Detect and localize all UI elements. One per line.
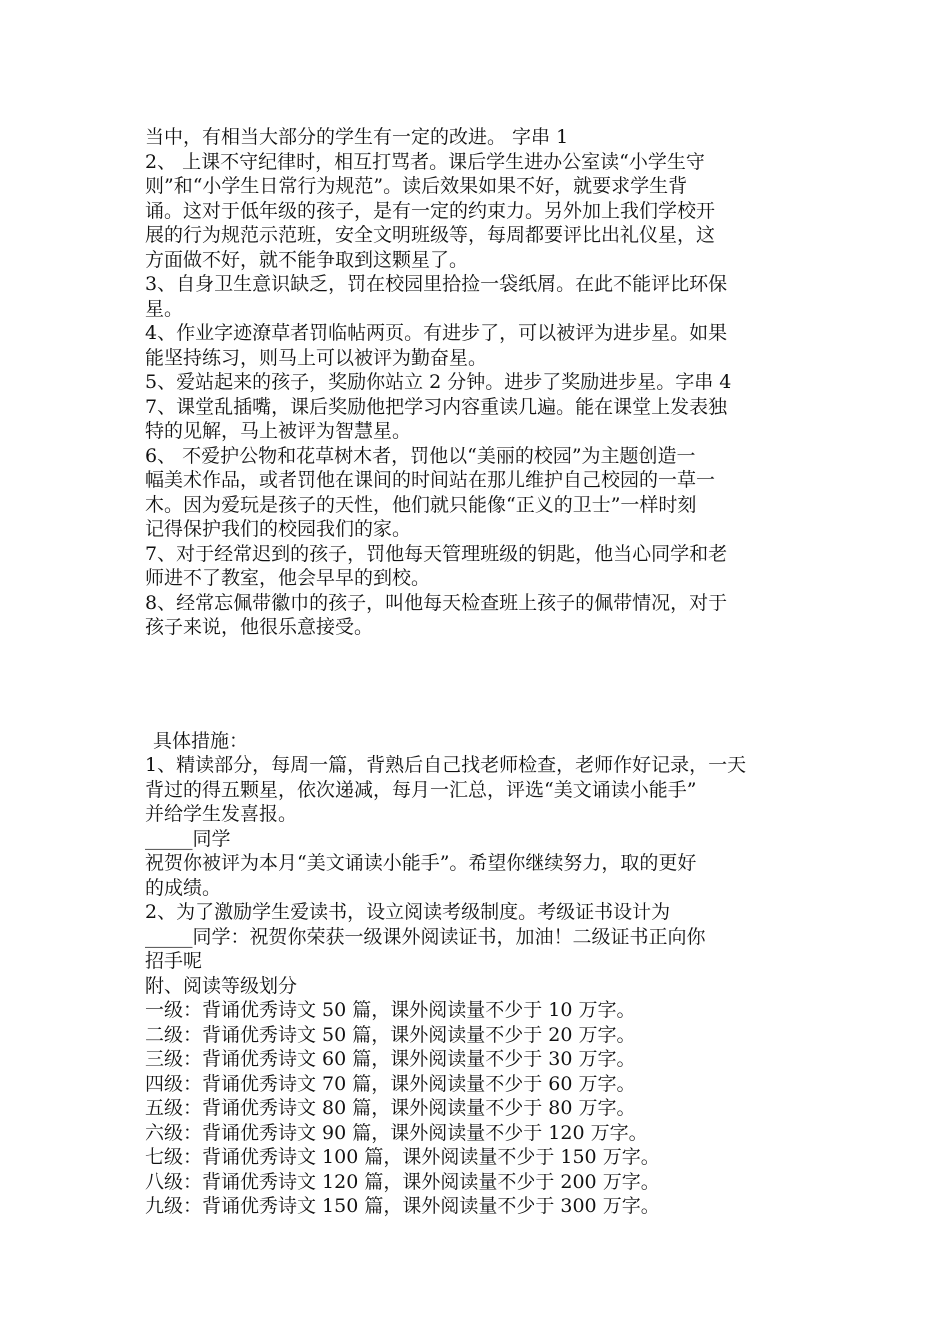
level-line: 二级：背诵优秀诗文 50 篇，课外阅读量不少于 20 万字。	[145, 1023, 636, 1046]
text-line: 2、 上课不守纪律时，相互打骂者。课后学生进办公室读“小学生守	[145, 150, 705, 173]
text-line: 特的见解，马上被评为智慧星。	[145, 420, 412, 442]
text-line: 附、阅读等级划分	[145, 974, 298, 997]
section-spacer	[145, 640, 810, 729]
text-line: 则”和“小学生日常行为规范”。读后效果如果不好，就要求学生背	[145, 175, 688, 197]
text-line: 诵。这对于低年级的孩子，是有一定的约束力。另外加上我们学校开	[145, 199, 716, 222]
rules-section	[145, 125, 810, 640]
text-line: 6、 不爱护公物和花草树木者，罚他以“美丽的校园”为主题创造一	[145, 444, 696, 467]
text-line: 7、对于经常迟到的孩子，罚他每天管理班级的钥匙，他当心同学和老	[145, 542, 728, 565]
level-line: 四级：背诵优秀诗文 70 篇，课外阅读量不少于 60 万字。	[145, 1072, 636, 1095]
text-line: 幅美术作品，或者罚他在课间的时间站在那儿维护自己校园的一草一	[145, 469, 716, 491]
level-line: 八级：背诵优秀诗文 120 篇，课外阅读量不少于 200 万字。	[145, 1170, 660, 1193]
text-line: 1、精读部分，每周一篇，背熟后自己找老师检查，老师作好记录，一天	[145, 754, 747, 776]
measures-section	[145, 729, 810, 1219]
level-line: 三级：背诵优秀诗文 60 篇，课外阅读量不少于 30 万字。	[145, 1048, 636, 1070]
level-line: 七级：背诵优秀诗文 100 篇，课外阅读量不少于 150 万字。	[145, 1146, 660, 1168]
text-line: 孩子来说，他很乐意接受。	[145, 616, 374, 638]
text-line: 8、经常忘佩带徽巾的孩子，叫他每天检查班上孩子的佩带情况，对于	[145, 591, 728, 614]
text-line: 师进不了教室，他会早早的到校。	[145, 567, 431, 589]
text-line: 背过的得五颗星，依次递减，每月一汇总，评选“美文诵读小能手”	[145, 778, 697, 801]
document-page	[145, 125, 810, 1219]
text-line: _____同学	[145, 827, 231, 850]
text-line: 星。	[145, 297, 184, 320]
text-line: 4、作业字迹潦草者罚临帖两页。有进步了，可以被评为进步星。如果	[145, 322, 728, 344]
text-line: 7、课堂乱插嘴，课后奖励他把学习内容重读几遍。能在课堂上发表独	[145, 395, 728, 418]
text-line: 方面做不好，就不能争取到这颗星了。	[145, 248, 469, 271]
text-line: 木。因为爱玩是孩子的天性，他们就只能像“正义的卫士”一样时刻	[145, 493, 697, 516]
section-heading: 具体措施：	[153, 729, 249, 752]
text-line: 2、为了激励学生爱读书，设立阅读考级制度。考级证书设计为	[145, 901, 671, 923]
text-line: 5、爱站起来的孩子，奖励你站立 2 分钟。进步了奖励进步星。字串 4	[145, 371, 732, 393]
text-line: 当中，有相当大部分的学生有一定的改进。 字串 1	[145, 126, 569, 148]
text-line: 祝贺你被评为本月“美文诵读小能手”。希望你继续努力，取的更好	[145, 852, 697, 874]
text-line: 3、自身卫生意识缺乏，罚在校园里拾捡一袋纸屑。在此不能评比环保	[145, 273, 728, 295]
text-line: 的成绩。	[145, 876, 222, 899]
text-line: 并给学生发喜报。	[145, 803, 298, 825]
text-line: 招手呢	[145, 950, 203, 972]
level-line: 六级：背诵优秀诗文 90 篇，课外阅读量不少于 120 万字。	[145, 1121, 648, 1144]
text-line: 能坚持练习，则马上可以被评为勤奋星。	[145, 346, 488, 369]
level-line: 九级：背诵优秀诗文 150 篇，课外阅读量不少于 300 万字。	[145, 1195, 660, 1217]
text-line: _____同学：祝贺你荣获一级课外阅读证书，加油！二级证书正向你	[145, 925, 706, 948]
level-line: 五级：背诵优秀诗文 80 篇，课外阅读量不少于 80 万字。	[145, 1097, 636, 1119]
text-line: 记得保护我们的校园我们的家。	[145, 518, 412, 540]
text-line: 展的行为规范示范班，安全文明班级等，每周都要评比出礼仪星，这	[145, 224, 716, 246]
level-line: 一级：背诵优秀诗文 50 篇，课外阅读量不少于 10 万字。	[145, 999, 636, 1021]
